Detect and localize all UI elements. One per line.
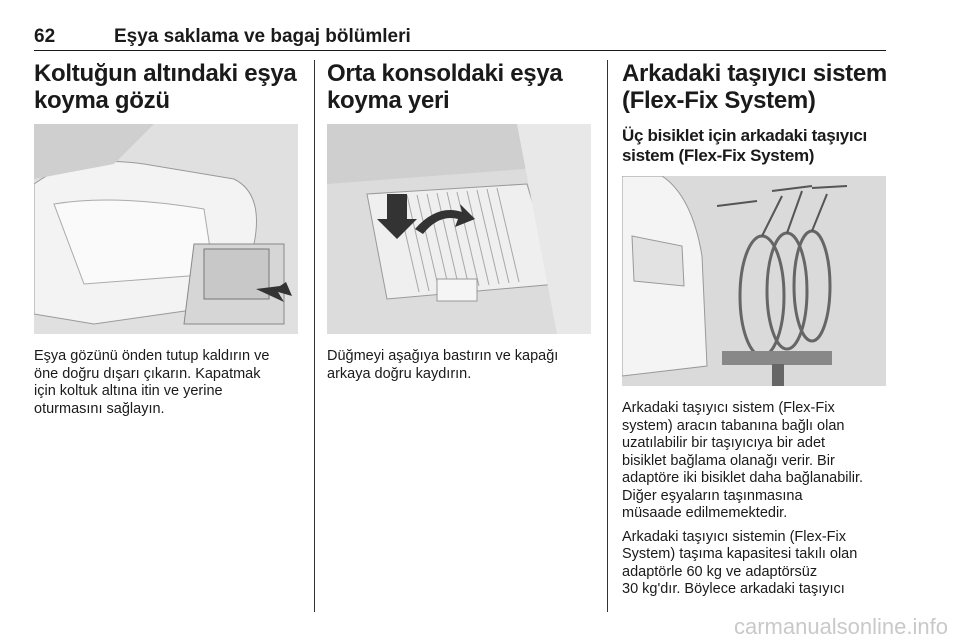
column-divider xyxy=(314,60,315,612)
section-heading: Arkadaki taşıyıcı sistem (Flex-Fix System) xyxy=(622,60,887,114)
column-divider xyxy=(607,60,608,612)
section-center-console-storage xyxy=(327,60,593,114)
section-heading: Orta konsoldaki eşya koyma yeri xyxy=(327,60,563,114)
page-header xyxy=(34,20,886,51)
section-heading: Koltuğun altındaki eşya koyma gözü xyxy=(34,60,297,114)
section-rear-carrier xyxy=(622,60,888,166)
paragraph: Arkadaki taşıyıcı sistemin (Flex-Fix System) taşıma kapasitesi takılı olan adaptörle 60 kg ve adaptörsüz 30 kg'dır. Böylece arkadaki taşıyıcı xyxy=(622,528,858,597)
watermark: carmanualsonline.info xyxy=(733,614,948,639)
chapter-title: Eşya saklama ve bagaj bölümleri xyxy=(114,26,411,47)
section-under-seat-storage xyxy=(34,60,300,114)
under-seat-instructions: Eşya gözünü önden tutup kaldırın ve öne doğru dışarı çıkarın. Kapatmak için koltuk altına itin ve yerine oturmasını sağlayın. xyxy=(34,348,270,417)
center-console-illustration xyxy=(327,124,591,334)
under-seat-drawer-illustration xyxy=(34,124,298,334)
bike-carrier-illustration xyxy=(622,176,886,386)
paragraph: Arkadaki taşıyıcı sistem (Flex-Fix system) aracın tabanına bağlı olan uzatılabilir bir taşıyıcıya bir adet bisiklet bağlama olanağı verir. Bir adaptöre iki bisiklet daha bağlanabilir. Diğer eşyaların taşınmasına müsaade edilmemektedir. xyxy=(622,400,864,521)
subsection-heading: Üç bisiklet için arkadaki taşıyıcı sistem (Flex-Fix System) xyxy=(622,126,867,165)
page-number: 62 xyxy=(34,26,56,47)
rear-carrier-text xyxy=(622,400,888,599)
center-console-instructions: Düğmeyi aşağıya bastırın ve kapağı arkaya doğru kaydırın. xyxy=(327,348,559,382)
